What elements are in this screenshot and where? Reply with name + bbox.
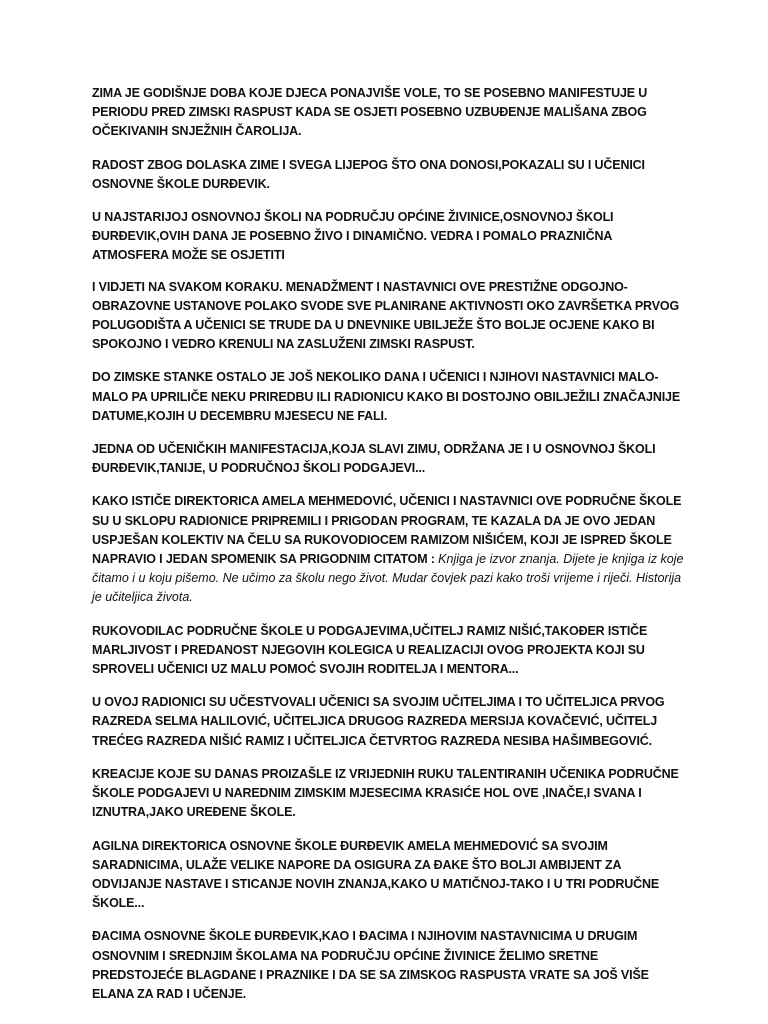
paragraph-manifestation: JEDNA OD UČENIČKIH MANIFESTACIJA,KOJA SLAVI ZIMU, ODRŽANA JE I U OSNOVNOJ ŠKOLI ĐURĐEVIK,TANIJE, U PODRUČNOJ ŠKOLI PODGAJEVI... (92, 442, 656, 476)
director-quote: Knjiga je izvor znanja. Dijete je knjiga iz koje čitamo i u koju pišemo. Ne učimo za školu nego život. Mudar čovjek pazi kako troši vrijeme i riječi. Historija je učiteljica života. (92, 552, 684, 605)
paragraph-management: I VIDJETI NA SVAKOM KORAKU. MENADŽMENT I NASTAVNICI OVE PRESTIŽNE ODGOJNO-OBRAZOVNE USTANOVE POLAKO SVODE SVE PLANIRANE AKTIVNOSTI OKO ZAVRŠETKA PRVOG POLUGODIŠTA A UČENICI SE TRUDE DA U DNEVNIKE UBILJEŽE ŠTO BOLJE OCJENE KAKO BI SPOKOJNO I VEDRO KRENULI NA ZASLUŽENI ZIMSKI RASPUST. (92, 279, 680, 352)
paragraph-agile-director: AGILNA DIREKTORICA OSNOVNE ŠKOLE ĐURĐEVIK AMELA MEHMEDOVIĆ SA SVOJIM SARADNICIMA, ULAŽE VELIKE NAPORE DA OSIGURA ZA ĐAKE ŠTO BOLJI AMBIJENT ZA ODVIJANJE NASTAVE I STICANJE NOVIH ZNANJA,KAKO U MATIČNOJ-TAKO I U TRI PODRUČNE ŠKOLE... (92, 838, 660, 911)
paragraph-workshop-teachers: U OVOJ RADIONICI SU UČESTVOVALI UČENICI SA SVOJIM UČITELJIMA I TO UČITELJICA PRVOG RAZREDA SELMA HALILOVIĆ, UČITELJICA DRUGOG RAZREDA MERSIJA KOVAČEVIĆ, UČITELJ TREĆEG RAZREDA NIŠIĆ RAMIZ I UČITELJICA ČETVRTOG RAZREDA NESIBA HAŠIMBEGOVIĆ. (92, 695, 665, 748)
paragraph-head-teacher: RUKOVODILAC PODRUČNE ŠKOLE U PODGAJEVIMA,UČITELJ RAMIZ NIŠIĆ,TAKOĐER ISTIČE MARLJIVOST I PREDANOST NJEGOVIH KOLEGICA U REALIZACIJI OVOG PROJEKTA KOJI SU SPROVELI UČENICI UZ MALU POMOĆ SVOJIH RODITELJA I MENTORA... (92, 623, 648, 677)
paragraph-director (92, 492, 684, 607)
paragraph-oldest-school: U NAJSTARIJOJ OSNOVNOJ ŠKOLI NA PODRUČJU OPĆINE ŽIVINICE,OSNOVNOJ ŠKOLI ĐURĐEVIK,OVIH DANA JE POSEBNO ŽIVO I DINAMIČNO. VEDRA I POMALO PRAZNIČNA ATMOSFERA MOŽE SE OSJETITI (92, 210, 614, 263)
document-body (92, 84, 684, 1018)
paragraph-intro: ZIMA JE GODIŠNJE DOBA KOJE DJECA PONAJVIŠE VOLE, TO SE POSEBNO MANIFESTUJE U PERIODU PRED ZIMSKI RASPUST KADA SE OSJETI POSEBNO UZBUĐENJE MALIŠANA ZBOG OČEKIVANIH SNJEŽNIH ČAROLIJA. (92, 86, 648, 139)
paragraph-joy: RADOST ZBOG DOLASKA ZIME I SVEGA LIJEPOG ŠTO ONA DONOSI,POKAZALI SU I UČENICI OSNOVNE ŠKOLE DURĐEVIK. (92, 157, 645, 191)
paragraph-greetings: ĐACIMA OSNOVNE ŠKOLE ĐURĐEVIK,KAO I ĐACIMA I NJIHOVIM NASTAVNICIMA U DRUGIM OSNOVNIM I SREDNJIM ŠKOLAMA NA PODRUČJU OPĆINE ŽIVINICE ŽELIMO SRETNE PREDSTOJEĆE BLAGDANE I PRAZNIKE I DA SE SA ZIMSKOG RASPUSTA VRATE SA JOŠ VIŠE ELANA ZA RAD I UČENJE. (92, 929, 649, 1001)
paragraph-winter-break: DO ZIMSKE STANKE OSTALO JE JOŠ NEKOLIKO DANA I UČENICI I NJIHOVI NASTAVNICI MALO-MALO PA UPRILIČE NEKU PRIREDBU ILI RADIONICU KAKO BI DOSTOJNO OBILJEŽILI ZNAČAJNIJE DATUME,KOJIH U DECEMBRU MJESECU NE FALI. (92, 370, 681, 423)
paragraph-creations: KREACIJE KOJE SU DANAS PROIZAŠLE IZ VRIJEDNIH RUKU TALENTIRANIH UČENIKA PODRUČNE ŠKOLE PODGAJEVI U NAREDNIM ZIMSKIM MJESECIMA KRASIĆE HOL OVE ,INAČE,I SVANA I IZNUTRA,JAKO UREĐENE ŠKOLE. (92, 766, 679, 820)
director-text: KAKO ISTIČE DIREKTORICA AMELA MEHMEDOVIĆ, UČENICI I NASTAVNICI OVE PODRUČNE ŠKOLE SU U SKLOPU RADIONICE PRIPREMILI I PRIGODAN PROGRAM, TE KAZALA DA JE OVO JEDAN USPJEŠAN KOLEKTIV NA ČELU SA RUKOVODIOCEM RAMIZOM NIŠIĆEM, KOJI JE ISPRED ŠKOLE NAPRAVIO I JEDAN SPOMENIK SA PRIGODNIM CITATOM : (92, 494, 682, 567)
